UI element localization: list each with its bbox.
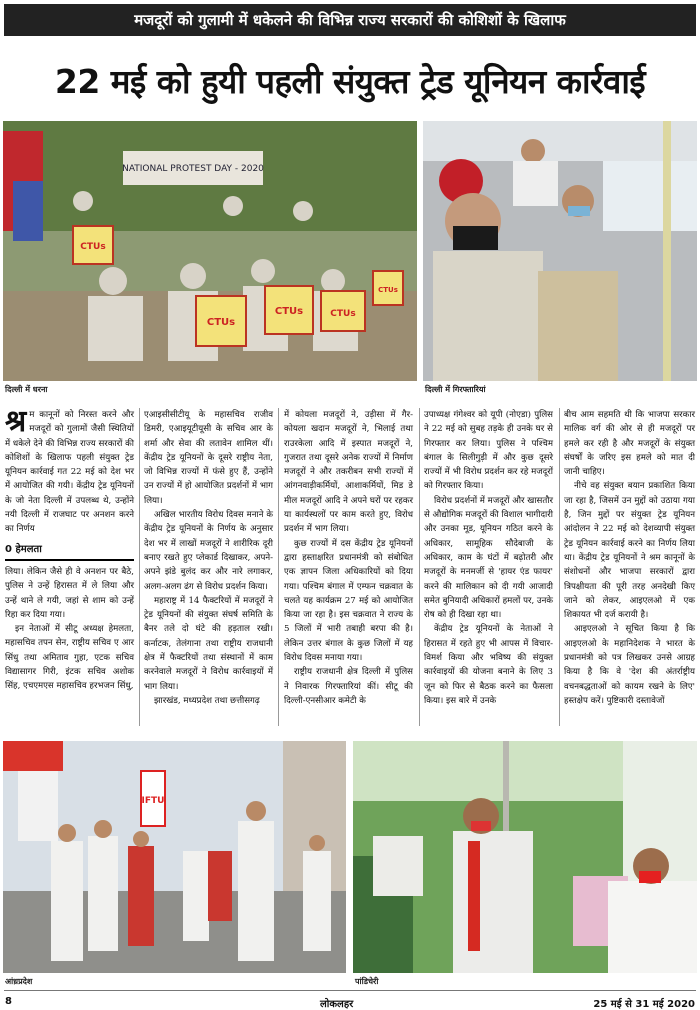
byline: 0 हेमलता <box>5 543 134 561</box>
col1-paragraph-3: इन नेताओं में सीटू अध्यक्ष हेमलता, महासचिव तपन सेन, राष्ट्रीय सचिव ए आर सिंधु तथा अमिताव गुहा, एटक सचिव विद्यासागर गिरी, इंटक सचिव अशोक सिंह, एचएमएस महासचिव हरभजन सिंधु, <box>5 624 134 692</box>
ctu-sign-5: CTUs <box>378 286 398 294</box>
photo-delhi-protest <box>3 121 417 381</box>
bus-arrest-scene <box>423 121 697 381</box>
ctu-sign-3: CTUs <box>274 306 304 317</box>
col1-paragraph-1: म कानूनों को निरस्त करने और मजदूरों को गुलामों जैसी स्थितियों में धकेले देने की विभिन्न राज्य सरकारों की कोशिशों के खिलाफ पहली संयुक्त ट्रेड यूनियन कार्रवाई गत 22 मई को देश भर में आयोजित की गयी। केंद्रीय ट्रेड यूनियनों के जो नेता दिल्ली में उपलब्ध थे, उन्होंने नयी दिल्ली में राजघाट पर अनशन करने का निर्णय <box>5 410 134 535</box>
dropcap: श्र <box>5 404 27 439</box>
col4-paragraph-1: उपाध्यक्ष गंगेश्वर को यूपी (नोएडा) पुलिस ने 22 मई को सुबह तड़के ही उनके घर से गिरफ्तार कर लिया। पुलिस ने पश्चिम बंगाल के सिलीगुड़ी में और कुछ दूसरे राज्यों में भी विरोध प्रदर्शन कर रहे मजदूरों को गिरफ्तार किया। <box>424 410 553 492</box>
footer-rule <box>4 990 696 991</box>
protest-scene <box>3 121 417 381</box>
col5-paragraph-1: बीच आम सहमति थी कि भाजपा सरकार मालिक वर्ग की ओर से ही मजदूरों पर हमले कर रही है और मजदूरों के संयुक्त संघर्षों के जरिए इस हमले को मात दी जानी चाहिए। <box>564 410 695 478</box>
bus-protest-scene <box>353 741 697 973</box>
col2-paragraph-1: एआइसीसीटीयू के महासचिव राजीव डिमरी, एआइयूटीयूसी के सचिव आर के शर्मा और सेवा की लतावेन शामिल थीं। केंद्रीय ट्रेड यूनियनों के दूसरे राष्ट्रीय नेता, जो विभिन्न राज्यों में फंसे हुए हैं, उन्होंने उन राज्यों में हो आयोजित प्रदर्शनों में भाग लिया। <box>144 410 273 506</box>
col3-paragraph-3: राष्ट्रीय राजधानी क्षेत्र दिल्ली में पुलिस ने निवारक गिरफ्तारियां कीं। सीटू की दिल्ली-एनसीआर कमेटी के <box>284 667 413 706</box>
col5-paragraph-3: आइएलओ ने सूचित किया है कि आइएलओ के महानिदेशक ने भारत के प्रधानमंत्री को पत्र लिखकर उनसे आग्रह किया है कि वे 'देश की अंतर्राष्ट्रीय वचनबद्धताओं को कायम रखने के लिए' हस्तक्षेप करें। पुष्टिकारी दस्तावेजों <box>564 624 695 706</box>
photo-puducherry <box>353 741 697 973</box>
article-column-1 <box>5 404 134 694</box>
article-column-5 <box>564 408 695 708</box>
article-column-2 <box>144 408 273 708</box>
col4-paragraph-2: विरोध प्रदर्शनों में मजदूरों और खासतौर से औद्योगिक मजदूरों की विशाल भागीदारी और उनका मूड, यूनियन गठित करने के अधिकार, सामूहिक सौदेबाजी के अधिकार, काम के घंटों में बढ़ोतरी और मजदूरों के मनमर्जी से 'हायर एंड फायर' करने की मालिकान को दी गयी आजादी समेत बुनियादी अधिकारों हमलों पर, उनके रोष को ही दिखा रहा था। <box>424 495 554 621</box>
col4-paragraph-3: केंद्रीय ट्रेड यूनियनों के नेताओं ने हिरासत में रहते हुए भी आपस में विचार-विमर्श किया और भविष्य की संयुक्त कार्रवाइयों की योजना बनाने के लिए 3 जून को फिर से बैठक करने का फैसला किया। इस बारे में उनके <box>424 624 553 706</box>
col3-paragraph-2: कुछ राज्यों में दस केंद्रीय ट्रेड यूनियनों द्वारा हस्ताक्षरित प्रधानमंत्री को संबोधित एक ज्ञापन जिला अधिकारियों को दिया गया। पश्चिम बंगाल में एम्फन चक्रवात के चलते यह कार्यक्रम 27 मई को आयोजित किया जा रहा है। इस चक्रवात ने राज्य के 5 जिलों में भारी तबाही बरपा की है। लेकिन उत्तर बंगाल के कुछ जिलों में यह विरोध दिवस मनाया गया। <box>284 538 413 664</box>
page-number: 8 <box>5 996 12 1007</box>
column-rule <box>278 408 279 726</box>
ctu-sign-1: CTUs <box>80 242 106 252</box>
col2-paragraph-2: अखिल भारतीय विरोध दिवस मनाने के केंद्रीय ट्रेड यूनियनों के निर्णय के अनुसार देश भर में लाखों मजदूरों ने शारीरिक दूरी बनाए रखते हुए प्लेकार्ड दिखाकर, अपने-अपने झंडे बुलंद कर और नारे लगाकर, अलग-अलग ढंग से विरोध प्रदर्शन किया। <box>144 510 273 592</box>
col1-paragraph-2: लिया। लेकिन जैसे ही वे अनशन पर बैठे, पुलिस ने उन्हें हिरासत में ले लिया और उन्हें थाने ले गयी, जहां से शाम को उन्हें रिहा कर दिया गया। <box>5 566 134 620</box>
protest-banner-text: NATIONAL PROTEST DAY - 2020 <box>122 164 264 174</box>
photo-andhra-pradesh <box>3 741 346 973</box>
issue-date: 25 मई से 31 मई 2020 <box>593 999 695 1010</box>
column-rule <box>419 408 420 726</box>
ctu-sign-4: CTUs <box>330 309 356 319</box>
photo-delhi-arrests <box>423 121 697 381</box>
headline: 22 मई को हुयी पहली संयुक्त ट्रेड यूनियन कार्रवाई <box>54 62 646 101</box>
col3-paragraph-1: में कोयला मजदूरों ने, उड़ीसा में गैर-कोयला खदान मजदूरों ने, भिलाई तथा राउरकेला आदि में इस्पात मजदूरों ने, गुजरात तथा दूसरे अनेक राज्यों में निर्माण मजदूरों ने और तकरीबन सभी राज्यों में आंगनवाड़ीकर्मियों, आशाकर्मियों, मिड डे मील मजदूरों आदि ने अपने घरों पर रहकर या कार्यस्थलों पर काम करते हुए, विरोध प्रदर्शन में भाग लिया। <box>284 410 413 535</box>
street-protest-scene <box>3 741 346 973</box>
ctu-sign-2: CTUs <box>206 317 236 328</box>
column-rule <box>139 408 140 726</box>
caption-andhra-pradesh: आंध्रप्रदेश <box>5 977 33 986</box>
publication-name: लोकलहर <box>320 999 354 1010</box>
col2-paragraph-3: महाराष्ट्र में 14 फैक्टरियों में मजदूरों ने ट्रेड यूनियनों की संयुक्त संघर्ष समिति के बैनर तले दो घंटे की हड़ताल रखी। कर्नाटक, तेलंगाना तथा राष्ट्रीय राजधानी क्षेत्र में फैक्टरियों तथा संस्थानों में काम करनेवाले मजदूरों ने विरोध कार्रवाइयों में भाग लिया। <box>144 595 273 692</box>
section-banner: मजदूरों को गुलामी में धकेलने की विभिन्न राज्य सरकारों की कोशिशों के खिलाफ <box>4 4 696 36</box>
article-column-4 <box>424 408 553 708</box>
col5-paragraph-2: नीचे वह संयुक्त बयान प्रकाशित किया जा रहा है, जिसमें उन मुद्दों को उठाया गया है, जिन मुद्दों पर संयुक्त ट्रेड यूनियन आंदोलन ने 22 मई को देशव्यापी संयुक्त ट्रेड यूनियन कार्रवाई करने का निर्णय लिया था। केंद्रीय ट्रेड यूनियनों ने श्रम कानूनों के संशोधनों और भाजपा सरकारों द्वारा त्रिपक्षीयता की पूरी तरह अनदेखी किए जाने को लेकर, आइएलओ में एक शिकायत भी दर्ज करायी है। <box>564 481 695 621</box>
caption-puducherry: पांडिचेरी <box>355 977 379 986</box>
article-column-3 <box>284 408 413 708</box>
caption-delhi-arrests: दिल्ली में गिरफ्तारियां <box>425 385 486 394</box>
iftu-flag-text: IFTU <box>141 796 165 806</box>
col2-paragraph-4: झारखंड, मध्यप्रदेश तथा छत्तीसगढ़ <box>154 695 260 706</box>
column-rule <box>559 408 560 726</box>
caption-delhi-protest: दिल्ली में धरना <box>5 385 48 394</box>
